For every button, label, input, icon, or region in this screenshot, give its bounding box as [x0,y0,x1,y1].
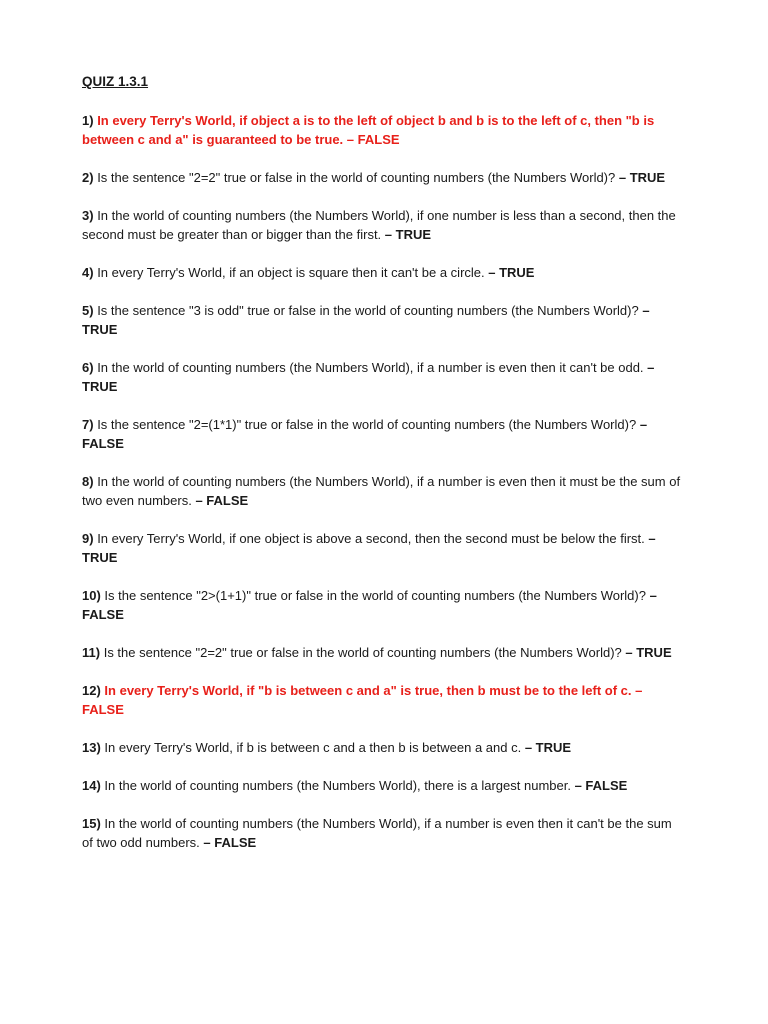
question-text: In every Terry's World, if b is between c and a then b is between a and c. [104,740,522,755]
question-item [82,738,682,757]
question-answer: – FALSE [82,588,657,622]
question-text: Is the sentence "2=2" true or false in the world of counting numbers (the Numbers World)? [103,645,622,660]
question-text: Is the sentence "2=2" true or false in the world of counting numbers (the Numbers World)? [97,170,616,185]
question-answer: – FALSE [195,493,249,508]
question-text: In every Terry's World, if "b is between c and a" is true, then b must be to the left of c. [104,683,632,698]
question-answer: – TRUE [82,531,656,565]
question-text: Is the sentence "3 is odd" true or false in the world of counting numbers (the Numbers World)? [97,303,639,318]
question-item [82,472,682,510]
question-item [82,814,682,852]
question-text: In every Terry's World, if one object is above a second, then the second must be below the first. [97,531,645,546]
question-number: 3) [82,208,94,223]
question-item [82,111,682,149]
question-text: In the world of counting numbers (the Numbers World), there is a largest number. [104,778,571,793]
document-page [82,72,682,871]
quiz-title: QUIZ 1.3.1 [82,74,149,89]
question-item [82,206,682,244]
question-number: 15) [82,816,101,831]
question-number: 6) [82,360,94,375]
question-text: In the world of counting numbers (the Numbers World), if a number is even then it can't be odd. [97,360,644,375]
question-answer: – TRUE [384,227,432,242]
question-text: Is the sentence "2>(1+1)" true or false in the world of counting numbers (the Numbers World)? [104,588,646,603]
question-number: 14) [82,778,101,793]
question-text: In the world of counting numbers (the Numbers World), if a number is even then it must be the sum of two even numbers. [82,474,681,508]
question-answer: – TRUE [488,265,535,280]
question-list [82,111,682,852]
question-item [82,529,682,567]
question-answer: – FALSE [203,835,257,850]
question-text: In the world of counting numbers (the Numbers World), if a number is even then it can't be the sum of two odd numbers. [82,816,672,850]
question-item [82,358,682,396]
question-number: 10) [82,588,101,603]
question-item [82,168,682,187]
question-text: In the world of counting numbers (the Numbers World), if one number is less than a second, then the second must be greater than or bigger than the first. [82,208,676,242]
question-text: In every Terry's World, if an object is square then it can't be a circle. [97,265,485,280]
question-item [82,681,682,719]
question-number: 2) [82,170,94,185]
question-item [82,301,682,339]
question-answer: – FALSE [82,417,648,451]
question-text: Is the sentence "2=(1*1)" true or false in the world of counting numbers (the Numbers World)? [97,417,637,432]
question-answer: – FALSE [346,132,400,147]
question-answer: – FALSE [574,778,628,793]
question-number: 7) [82,417,94,432]
question-number: 11) [82,645,101,660]
question-item [82,415,682,453]
question-number: 5) [82,303,94,318]
question-number: 9) [82,531,94,546]
question-number: 4) [82,265,94,280]
question-answer: – TRUE [82,303,650,337]
question-text: In every Terry's World, if object a is to the left of object b and b is to the left of c, then "b is between c and a" is guaranteed to be true. [82,113,655,147]
question-item [82,263,682,282]
question-number: 12) [82,683,101,698]
question-answer: – FALSE [82,683,643,717]
question-item [82,776,682,795]
question-answer: – TRUE [618,170,666,185]
question-answer: – TRUE [82,360,655,394]
question-answer: – TRUE [625,645,672,660]
question-item [82,643,682,662]
question-number: 1) [82,113,94,128]
question-item [82,586,682,624]
question-number: 8) [82,474,94,489]
question-answer: – TRUE [524,740,572,755]
question-number: 13) [82,740,101,755]
